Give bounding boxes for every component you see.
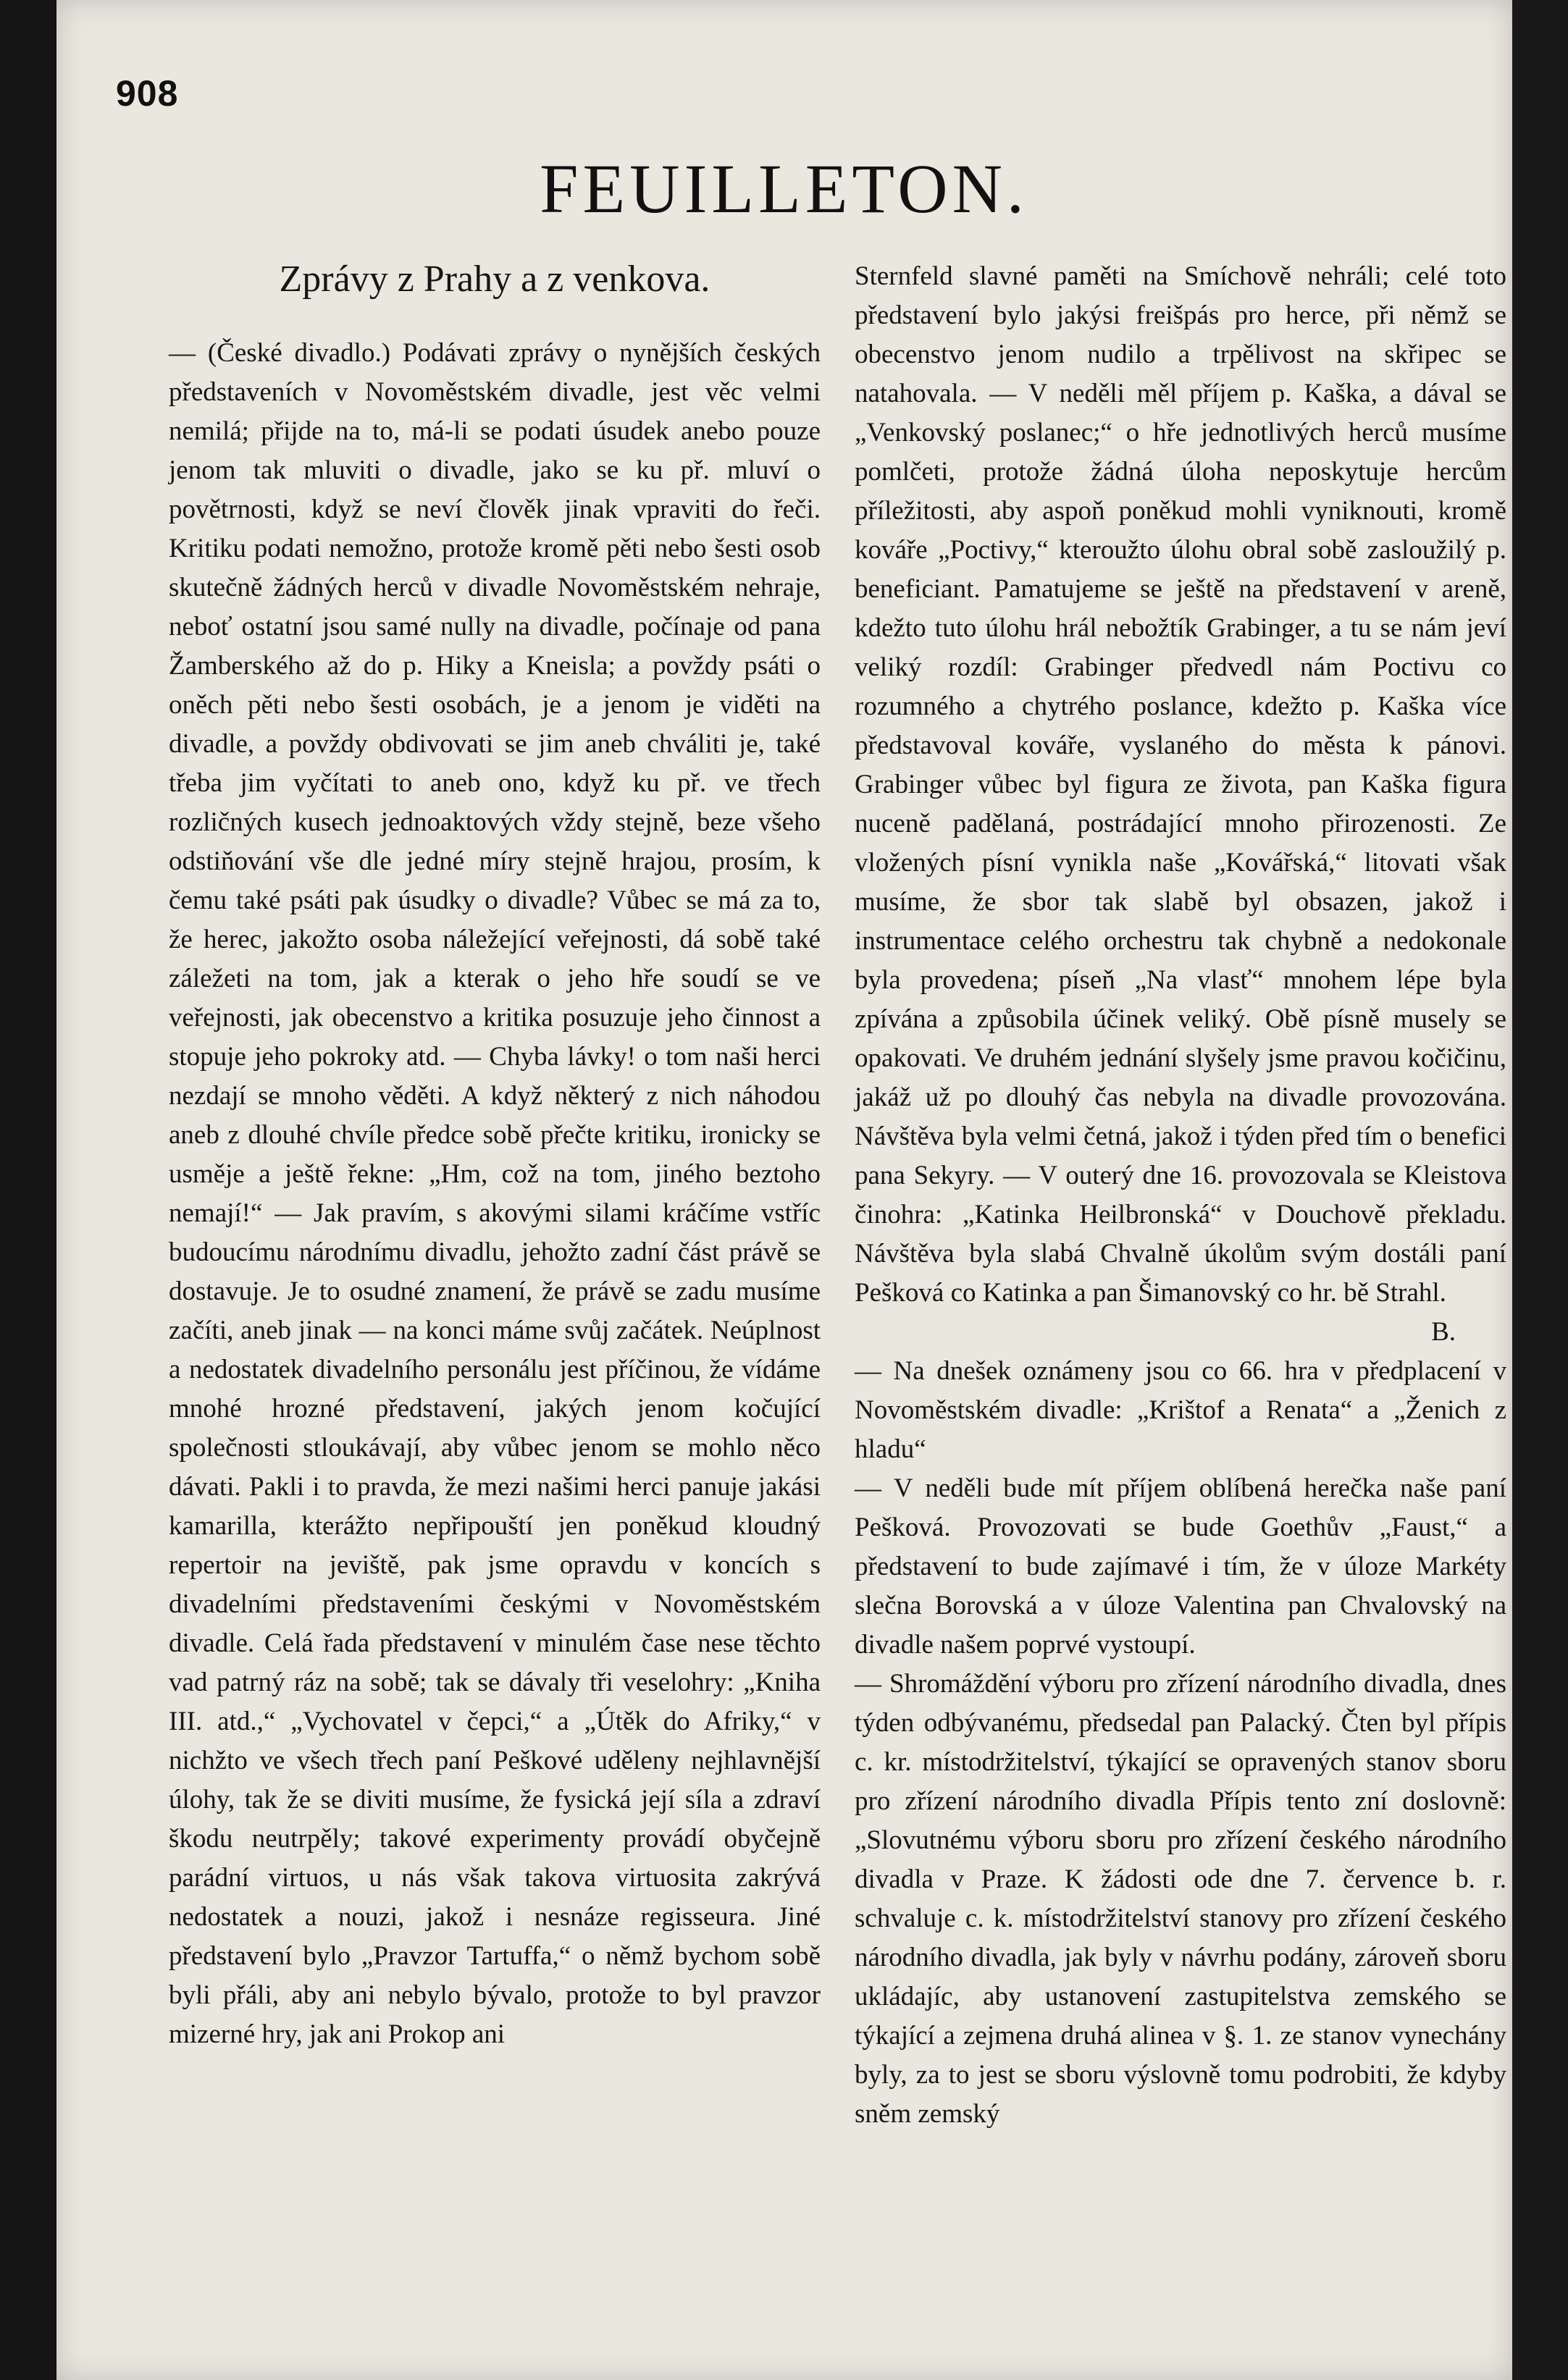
article-paragraph-right-2: — Na dnešek oznámeny jsou co 66. hra v předplacení v Novoměstském divadle: „Krištof a Renata“ a „Ženich z hladu“ — [855, 1356, 1506, 1464]
article-paragraph-right-1: Sternfeld slavné paměti na Smíchově nehráli; celé toto představení bylo jakýsi freišpás pro herce, při němž se obecenstvo jenom nudilo a trpělivost na skřipec se natahovala. — V neděli měl příjem p. Kaška, a dával se „Venkovský poslanec;“ o hře jednotlivých herců musíme pomlčeti, protože žádná úloha neposkytuje hercům příležitosti, aby aspoň poněkud mohli vyniknouti, kromě kováře „Poctivy,“ kteroužto úlohu obral sobě zasloužilý p. beneficiant. Pamatujeme se ještě na představení v areně, kdežto tuto úlohu hrál nebožtík Grabinger, a tu se nám jeví veliký rozdíl: Grabinger předvedl nám Poctivu co rozumného a chytrého poslance, kdežto p. Kaška více představoval kováře, vyslaného do města k pánovi. Grabinger vůbec byl figura ze života, pan Kaška figura nuceně padělaná, postrádající mnoho přirozenosti. Ze vložených písní vynikla naše „Kovářská,“ litovati však musíme, že sbor tak slabě byl obsazen, jakož i instrumentace celého orchestru tak chybně a nedokonale byla provedena; píseň „Na vlasť“ mnohem lépe byla zpívána a způsobila účinek veliký. Obě písně musely se opakovati. Ve druhém jednání slyšely jsme pravou kočičinu, jakáž už po dlouhý čas nebyla na divadle provozována. Návštěva byla velmi četná, jakož i týden před tím o benefici pana Sekyry. — V outerý dne 16. provozovala se Kleistova činohra: „Katinka Heilbronská“ v Douchově překladu. Návštěva byla slabá Chvalně úkolům svým dostáli paní Pešková co Katinka a pan Šimanovský co hr. bě Strahl. — [855, 261, 1506, 1308]
feuilleton-masthead: FEUILLETON. — [540, 150, 1028, 227]
article-signature: B. — [1431, 1317, 1456, 1347]
page-number: 908 — [116, 73, 179, 114]
scan-left-edge — [0, 0, 56, 2380]
article-paragraph-right-3: — V neděli bude mít příjem oblíbená herečka naše paní Pešková. Provozovati se bude Goethův „Faust,“ a představení to bude zajímavé i tím, že v úloze Markéty slečna Borovská a v úloze Valentina pan Chvalovský na divadle našem poprvé vystoupí. — [855, 1473, 1506, 1660]
right-column — [855, 257, 1506, 2134]
left-column — [169, 257, 821, 2054]
scan-right-edge — [1512, 0, 1568, 2380]
article-paragraph-right-4: — Shromáždění výboru pro zřízení národního divadla, dnes týden odbývanému, předsedal pan Palacký. Čten byl přípis c. kr. místodržitelství, týkající se opravených stanov sboru pro zřízení národního divadla Přípis tento zní doslovně: „Slovutnému výboru sboru pro zřízení českého národního divadla v Praze. K žádosti ode dne 7. července b. r. schvaluje c. k. místodržitelství stanovy pro zřízení českého národního divadla, jak byly v návrhu podány, zároveň sboru ukládajíc, aby ustanovení zastupitelstva zemského se týkající a zejmena druhá alinea v §. 1. ze stanov vynechány byly, za to jest se sboru výslovně tomu podrobiti, že kdyby sněm zemský — [855, 1669, 1506, 2129]
article-paragraph-left-1: — (České divadlo.) Podávati zprávy o nynějších českých představeních v Novoměstském divadle, jest věc velmi nemilá; přijde na to, má-li se podati úsudek anebo pouze jenom tak mluviti o divadle, jako se ku př. mluví o povětrnosti, když se neví člověk jinak vpraviti do řeči. Kritiku podati nemožno, protože kromě pěti nebo šesti osob skutečně žádných herců v divadle Novoměstském nehraje, neboť ostatní jsou samé nully na divadle, počínaje od pana Žamberského až do p. Hiky a Kneisla; a povždy psáti o oněch pěti nebo šesti osobách, je a jenom je viděti na divadle, a povždy obdivovati se jim aneb chváliti je, také třeba jim vyčítati to aneb ono, když ku př. ve třech rozličných kusech jednoaktových vždy stejně, beze všeho odstiňování vše dle jedné míry stejně hrajou, prosím, k čemu také psáti pak úsudky o divadle? Vůbec se má za to, že herec, jakožto osoba náležející veřejnosti, dá sobě také záležeti na tom, jak a kterak o jeho hře soudí se ve veřejnosti, jak obecenstvo a kritika posuzuje jeho činnost a stopuje jeho pokroky atd. — Chyba lávky! o tom naši herci nezdají se mnoho věděti. A když některý z nich náhodou aneb z dlouhé chvíle předce sobě přečte kritiku, ironicky se usměje a ještě řekne: „Hm, což na tom, jiného beztoho nemají!“ — Jak pravím, s akovými silami kráčíme vstříc budoucímu národnímu divadlu, jehožto zadní část právě se dostavuje. Je to osudné znamení, že právě se zadu musíme začíti, aneb jinak — na konci máme svůj začátek. Neúplnost a nedostatek divadelního personálu jest příčinou, že vídáme mnohé hrozné představení, jakých jenom kočující společnosti stloukávají, aby vůbec jenom se mohlo něco dávati. Pakli i to pravda, že mezi našimi herci panuje jakási kamarilla, kterážto nepřipouští jen poněkud kloudný repertoir na jeviště, pak jsme opravdu v koncích s divadelními představeními českými v Novoměstském divadle. Celá řada představení v minulém čase nese těchto vad patrný ráz na sobě; tak se dávaly tři veselohry: „Kniha III. atd.,“ „Vychovatel v čepci,“ a „Útěk do Afriky,“ v nichžto ve všech třech paní Peškové uděleny nejhlavnější úlohy, tak že se diviti musíme, že fysická její síla a zdraví škodu neutrpěly; takové experimenty provádí obyčejně parádní virtuos, u nás však takova virtuosita zakrývá nedostatek a nouzi, jakož i nesnáze regisseura. Jiné představení bylo „Pravzor Tartuffa,“ o němž bychom sobě byli přáli, aby ani nebylo bývalo, protože to byl pravzor mizerné hry, jak ani Prokop ani — [169, 338, 821, 2050]
article-title: Zprávy z Prahy a z venkova. — [279, 258, 710, 300]
